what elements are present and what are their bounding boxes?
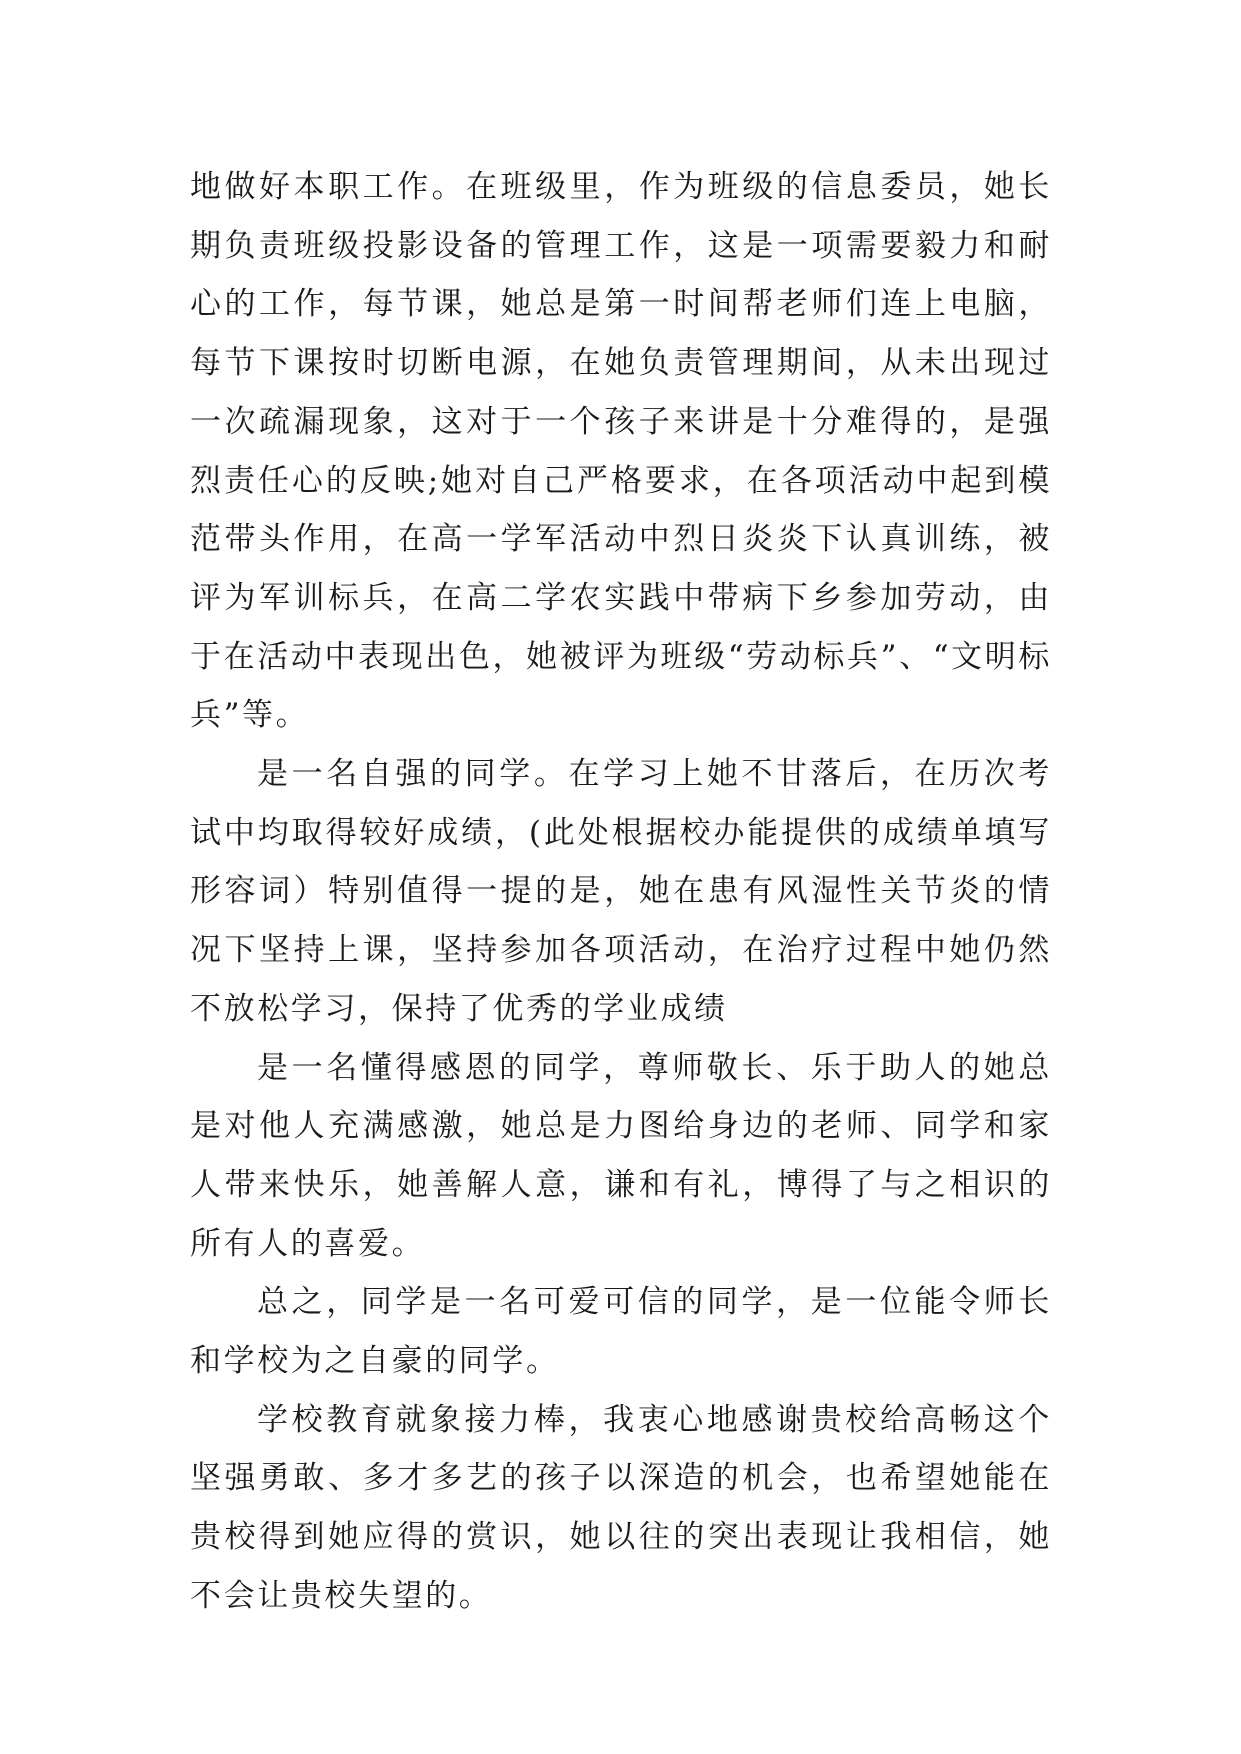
paragraph-gratitude: 是一名懂得感恩的同学，尊师敬长、乐于助人的她总是对他人充满感激，她总是力图给身边的老师、同学和家人带来快乐，她善解人意，谦和有礼，博得了与之相识的所有人的喜爱。: [190, 1049, 1052, 1262]
document-body: [190, 158, 1052, 1626]
paragraph-duty: 地做好本职工作。在班级里，作为班级的信息委员，她长期负责班级投影设备的管理工作，这是一项需要毅力和耐心的工作，每节课，她总是第一时间帮老师们连上电脑，每节下课按时切断电源，在她负责管理期间，从未出现过一次疏漏现象，这对于一个孩子来讲是十分难得的，是强烈责任心的反映;她对自己严格要求，在各项活动中起到模范带头作用，在高一学军活动中烈日炎炎下认真训练，被评为军训标兵，在高二学农实践中带病下乡参加劳动，由于在活动中表现出色，她被评为班级“劳动标兵”、“文明标兵”等。: [190, 169, 1052, 734]
paragraph-self-improvement: 是一名自强的同学。在学习上她不甘落后，在历次考试中均取得较好成绩，(此处根据校办能提供的成绩单填写形容词）特别值得一提的是，她在患有风湿性关节炎的情况下坚持上课，坚持参加各项活动，在治疗过程中她仍然不放松学习，保持了优秀的学业成绩: [190, 756, 1052, 1027]
paragraph-summary: 总之，同学是一名可爱可信的同学，是一位能令师长和学校为之自豪的同学。: [190, 1284, 1052, 1380]
paragraph-closing: 学校教育就象接力棒，我衷心地感谢贵校给高畅这个坚强勇敢、多才多艺的孩子以深造的机会，也希望她能在贵校得到她应得的赏识，她以往的突出表现让我相信，她不会让贵校失望的。: [190, 1401, 1052, 1614]
